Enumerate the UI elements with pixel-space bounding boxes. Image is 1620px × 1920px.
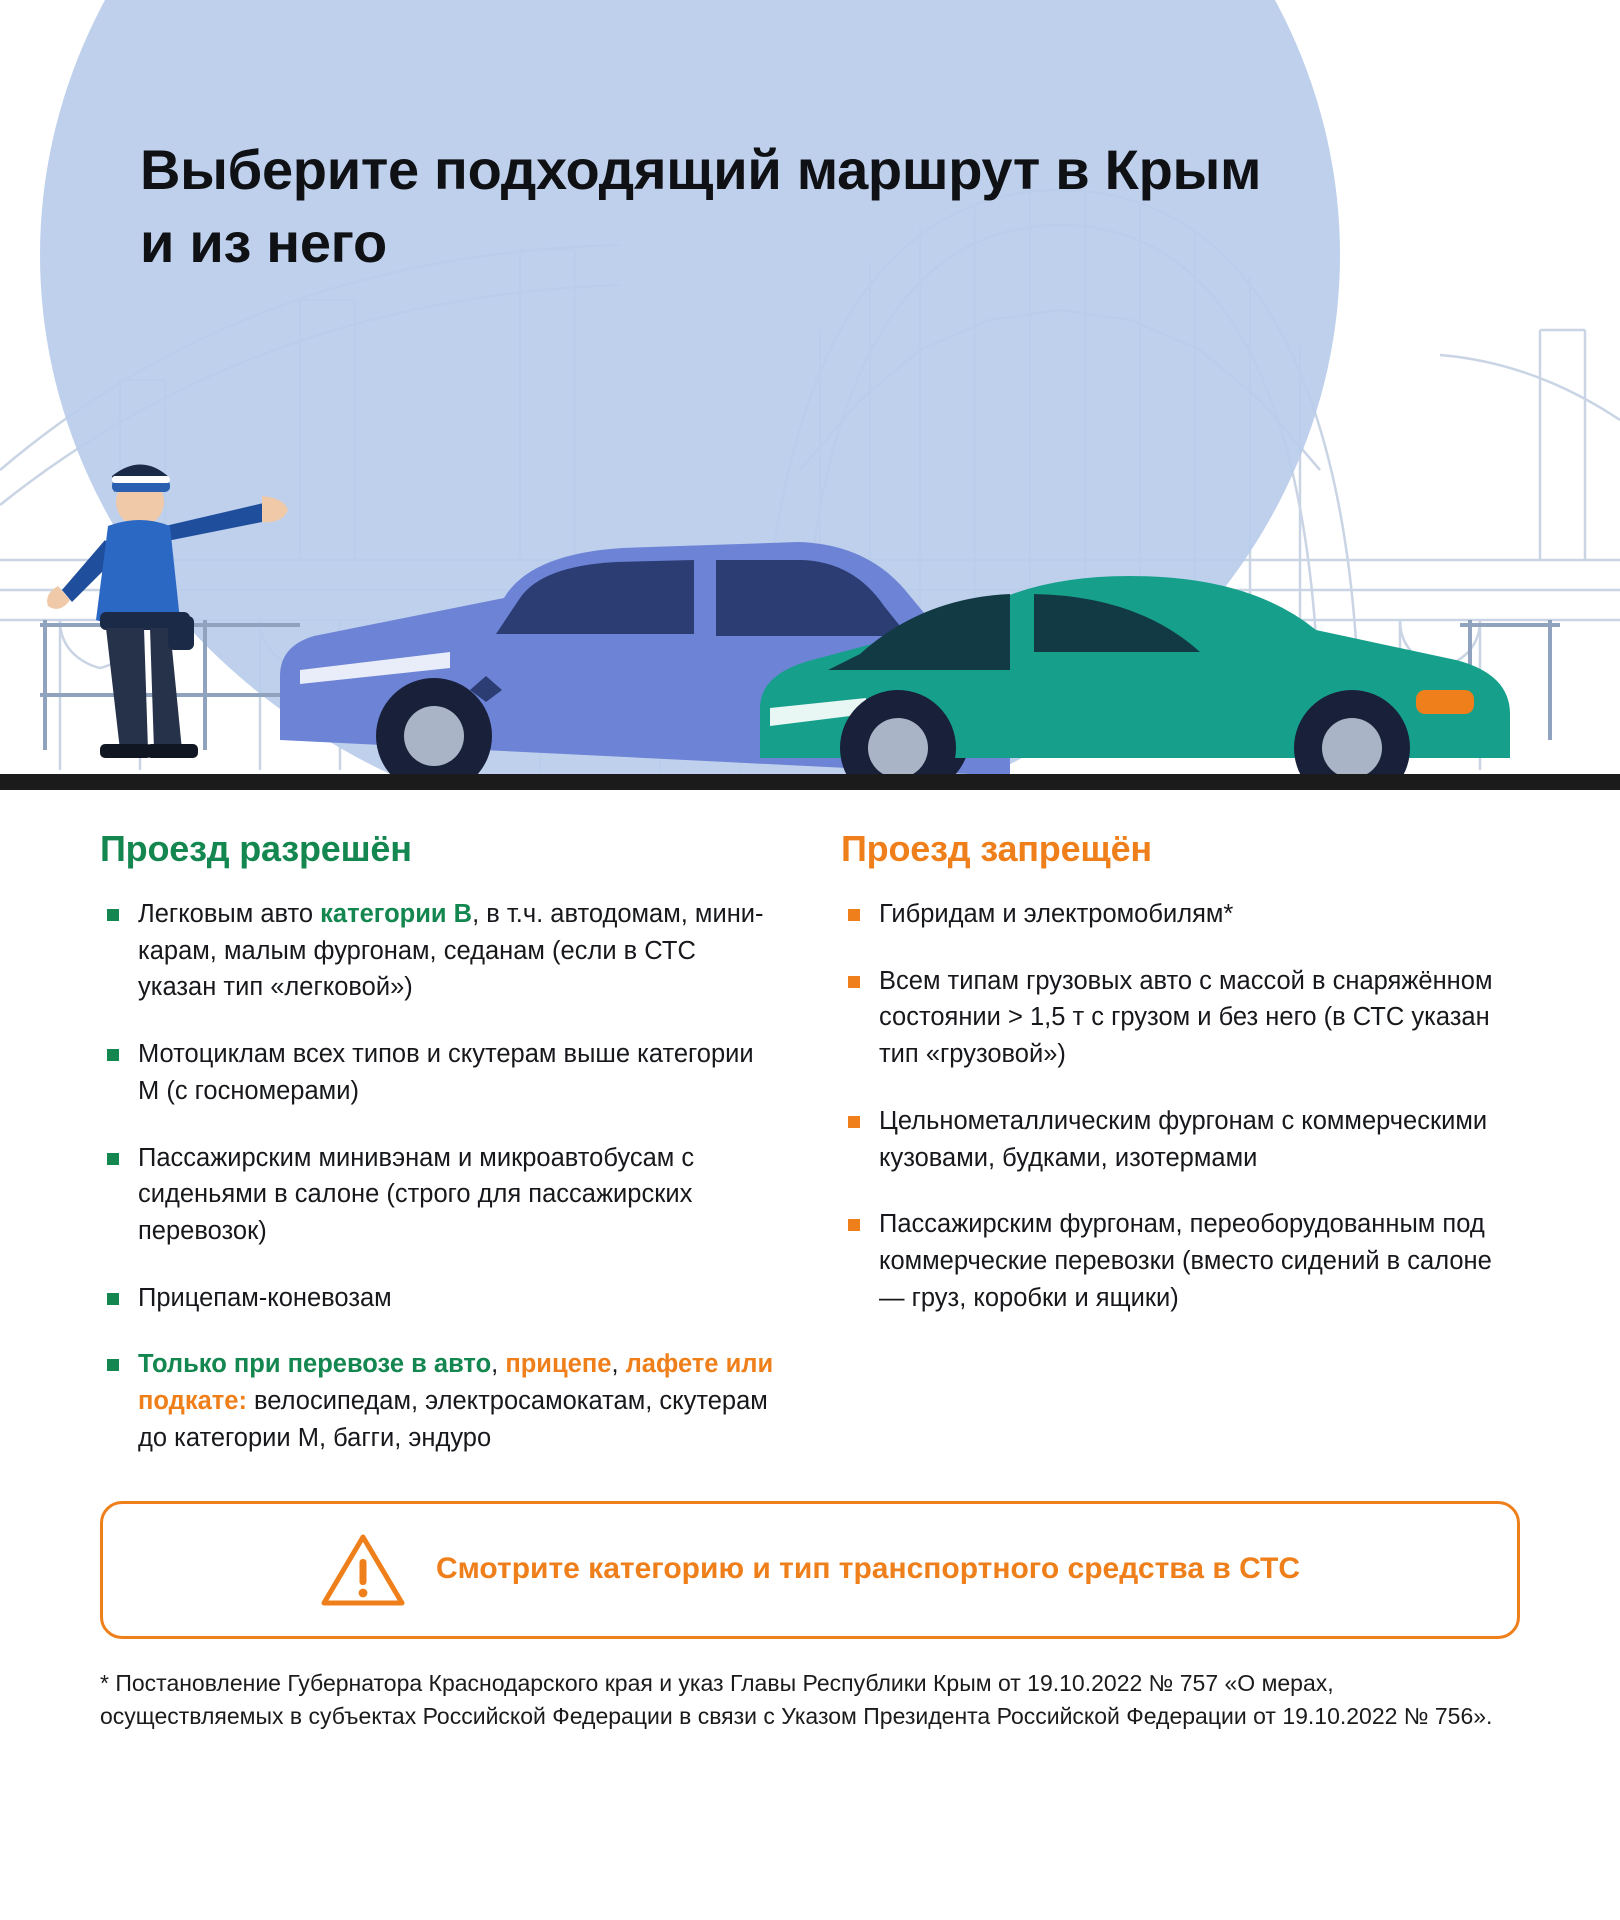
- hero-banner: [0, 0, 1620, 790]
- list-item-text: Гибридам и электромобилям*: [879, 900, 1234, 928]
- list-item-text: , в т.ч. автодомам, мини-карам, малым фургонам, седанам (если в СТС указан тип «легковой»): [138, 900, 764, 1002]
- list-item-text: Всем типам грузовых авто с массой в снаряжённом состоянии > 1,5 т с грузом и без него (в СТС указан тип «грузовой»): [879, 966, 1493, 1069]
- list-item: [841, 896, 1520, 933]
- list-item-text: лафете или подкате:: [138, 1350, 774, 1416]
- sts-notice-text: Смотрите категорию и тип транспортного средства в СТС: [435, 1552, 1301, 1586]
- list-item: [100, 1346, 779, 1456]
- traffic-officer-figure: [47, 464, 288, 758]
- list-item-text: велосипедам, электросамокатам, скутерам до категории М, багги, эндуро: [138, 1387, 768, 1452]
- list-item-text: Только при перевозе в авто: [138, 1350, 492, 1379]
- road-line: [0, 774, 1620, 790]
- denied-list: [841, 896, 1520, 1316]
- list-item-text: Пассажирским фургонам, переоборудованным под коммерческие перевозки (вместо сидений в салоне — груз, коробки и ящики): [879, 1210, 1492, 1312]
- allowed-heading: Проезд разрешён: [100, 828, 412, 869]
- list-item: [841, 1206, 1520, 1316]
- list-item-text: Легковым авто: [138, 900, 321, 928]
- warning-triangle-icon: [320, 1531, 406, 1609]
- page-title: Выберите подходящий маршрут в Крым и из него: [140, 137, 1262, 275]
- list-item-text: Мотоциклам всех типов и скутерам выше категории М (с госномерами): [138, 1040, 754, 1105]
- list-item: [100, 1036, 779, 1109]
- list-item-text: прицепе: [505, 1350, 612, 1379]
- list-item: [100, 1140, 779, 1250]
- rules-section: [0, 790, 1620, 1487]
- list-item-text: ,: [491, 1350, 506, 1379]
- list-item: [841, 1103, 1520, 1176]
- footnote: * Постановление Губернатора Краснодарского края и указ Главы Республики Крым от 19.10.2022 № 757 «О мерах, осуществляемых в субъектах Российской Федерации в связи с Указом Президента Российской Федерации от 19.10.2022 № 756».: [100, 1669, 1493, 1729]
- list-item-text: Пассажирским минивэнам и микроавтобусам с сиденьями в салоне (строго для пассажирских перевозок): [138, 1143, 695, 1246]
- list-item-text: категории В: [320, 900, 473, 928]
- vehicles-illustration: [0, 440, 1620, 790]
- list-item: [100, 896, 779, 1006]
- list-item-text: ,: [611, 1350, 626, 1379]
- list-item-text: Прицепам-коневозам: [138, 1283, 392, 1312]
- sts-notice-box: [100, 1501, 1520, 1639]
- list-item: [100, 1280, 779, 1317]
- list-item-text: Цельнометаллическим фургонам с коммерческими кузовами, будками, изотермами: [879, 1106, 1488, 1172]
- list-item: [841, 963, 1520, 1073]
- allowed-column: [100, 828, 779, 1487]
- allowed-list: [100, 896, 779, 1457]
- denied-heading: Проезд запрещён: [841, 828, 1152, 869]
- denied-column: [841, 828, 1520, 1487]
